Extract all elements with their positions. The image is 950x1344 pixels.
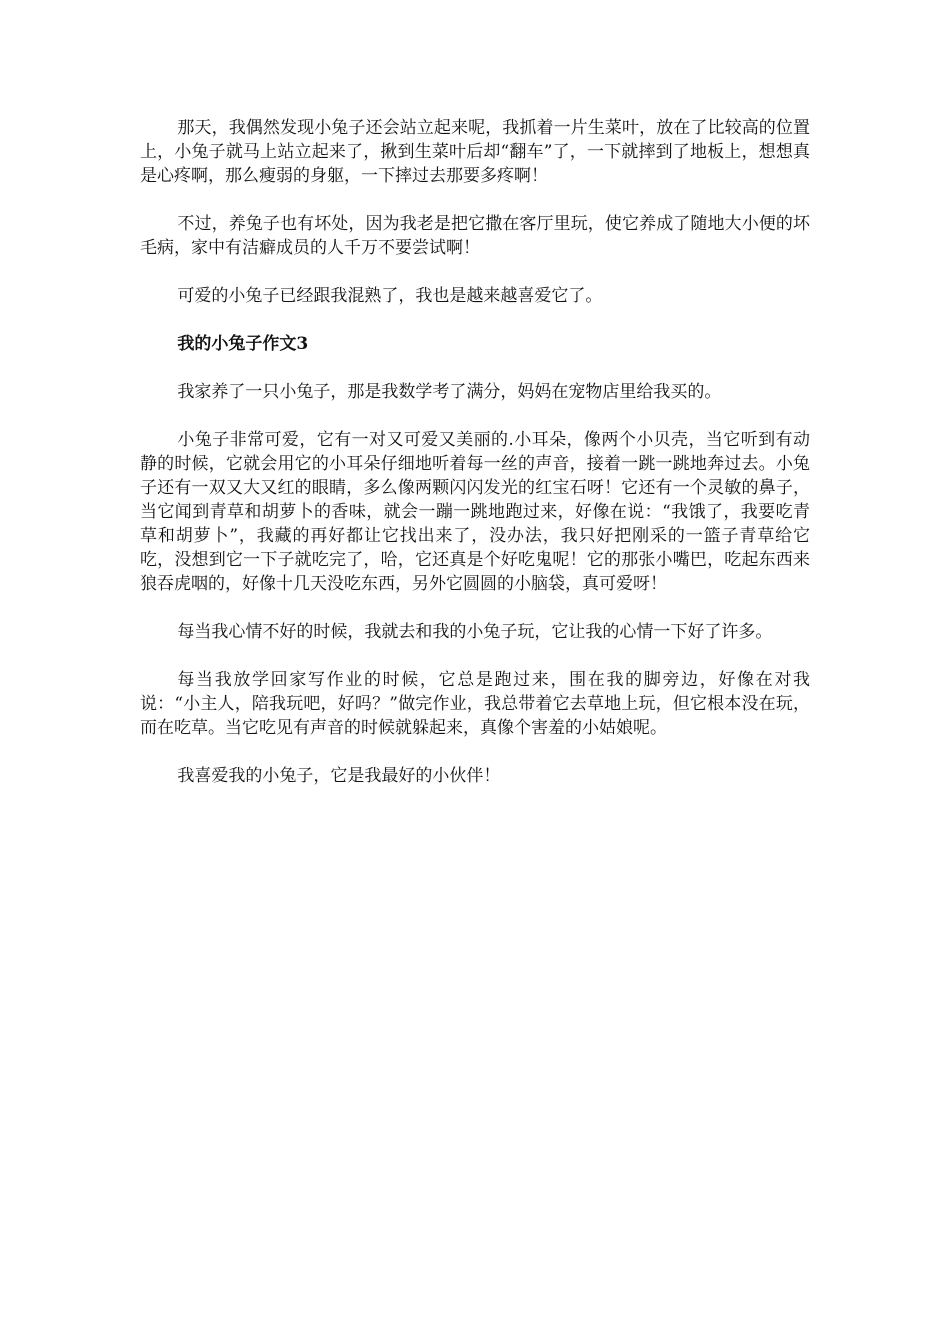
paragraph: 那天，我偶然发现小兔子还会站立起来呢，我抓着一片生菜叶，放在了比较高的位置上，小兔子就马上站立起来了，揪到生菜叶后却“翻车”了，一下就摔到了地板上，想想真是心疼啊，那么瘦弱的身躯，一下摔过去那要多疼啊！ xyxy=(140,118,810,186)
paragraph: 不过，养兔子也有坏处，因为我老是把它撒在客厅里玩，使它养成了随地大小便的坏毛病，家中有洁癖成员的人千万不要尝试啊！ xyxy=(140,214,810,258)
paragraph: 每当我放学回家写作业的时候，它总是跑过来，围在我的脚旁边，好像在对我说：“小主人，陪我玩吧，好吗？”做完作业，我总带着它去草地上玩，但它根本没在玩，而在吃草。当它吃见有声音的时候就躲起来，真像个害羞的小姑娘呢。 xyxy=(140,670,810,738)
section-heading: 我的小兔子作文3 xyxy=(177,334,309,354)
paragraph: 我喜爱我的小兔子，它是我最好的小伙伴！ xyxy=(177,766,501,786)
paragraph: 每当我心情不好的时候，我就去和我的小兔子玩，它让我的心情一下好了许多。 xyxy=(177,622,773,642)
paragraph: 我家养了一只小兔子，那是我数学考了满分，妈妈在宠物店里给我买的。 xyxy=(177,382,722,402)
paragraph: 可爱的小兔子已经跟我混熟了，我也是越来越喜爱它了。 xyxy=(177,286,603,306)
document-body xyxy=(140,116,810,812)
paragraph: 小兔子非常可爱，它有一对又可爱又美丽的.小耳朵，像两个小贝壳，当它听到有动静的时候，它就会用它的小耳朵仔细地听着每一丝的声音，接着一跳一跳地奔过去。小兔子还有一双又大又红的眼睛，多么像两颗闪闪发光的红宝石呀！它还有一个灵敏的鼻子，当它闻到青草和胡萝卜的香味，就会一蹦一跳地跑过来，好像在说：“我饿了，我要吃青草和胡萝卜”，我藏的再好都让它找出来了，没办法，我只好把刚采的一篮子青草给它吃，没想到它一下子就吃完了，哈，它还真是个好吃鬼呢！它的那张小嘴巴，吃起东西来狼吞虎咽的，好像十几天没吃东西，另外它圆圆的小脑袋，真可爱呀！ xyxy=(140,430,810,594)
